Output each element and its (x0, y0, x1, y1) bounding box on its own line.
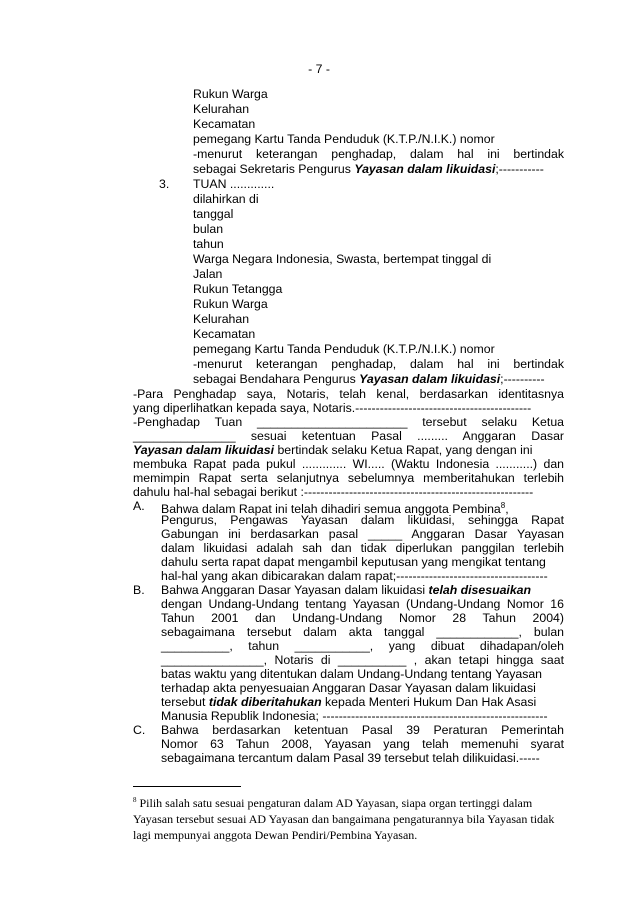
body-line: -Penghadap Tuan ______________________ tersebut selaku Ketua (133, 415, 564, 429)
field-label-rw: Rukun Warga (193, 87, 268, 101)
body-line: Yayasan dalam likuidasi bertindak selaku Ketua Rapat, yang dengan ini (133, 443, 533, 457)
body-line: memimpin Rapat serta selanjutnya sebelumnya memberitahukan terlebih (133, 471, 564, 485)
field-label-ktp: pemegang Kartu Tanda Penduduk (K.T.P./N.I.K.) nomor (193, 132, 495, 146)
footnote-mark: 8 (133, 796, 137, 804)
page-number: - 7 - (308, 62, 330, 76)
item-b-line: tersebut tidak diberitahukan kepada Menteri Hukum Dan Hak Asasi (161, 695, 537, 709)
capacity-line: -menurut keterangan penghadap, dalam hal ini bertindak (193, 147, 564, 161)
field-label: Warga Negara Indonesia, Swasta, bertempat tinggal di (193, 252, 492, 266)
item-label-c: C. (133, 723, 146, 737)
field-label: Kelurahan (193, 312, 250, 326)
party-number: 3. (159, 177, 170, 191)
capacity-line: -menurut keterangan penghadap, dalam hal ini bertindak (193, 357, 564, 371)
item-c-line: Bahwa berdasarkan ketentuan Pasal 39 Peraturan Pemerintah (161, 723, 564, 737)
item-b-line: terhadap akta penyesuaian Anggaran Dasar Yayasan dalam likuidasi (161, 681, 536, 695)
item-b-line: _______________, Notaris di __________ , akan tetapi hingga saat (161, 653, 564, 667)
body-line: yang diperlihatkan kepada saya, Notaris.------------------------------------------- (133, 401, 532, 415)
field-label: bulan (193, 222, 224, 236)
body-line: dahulu hal-hal sebagai berikut :-------------------------------------------------------- (133, 485, 534, 499)
item-a-line: Pengurus, Pengawas Yayasan dalam likuidasi, sehingga Rapat (161, 513, 564, 527)
field-label-kelurahan: Kelurahan (193, 102, 250, 116)
item-a-line: dalam likuidasi adalah sah dan tidak diperlukan panggilan terlebih (161, 541, 564, 555)
item-b-line: Tahun 2001 dan Undang-Undang Nomor 28 Tahun 2004) (161, 611, 564, 625)
item-b-line: sebagaimana tersebut dalam akta tanggal ____________, bulan (161, 625, 564, 639)
footnote: $^8$ Pilih salah satu sesuai pengaturan dalam AD Yayasan, siapa organ tertinggi dalam Yayasan tersebut sesuai AD Yayasan dan bangaimana pengaturannya bila Yayasan tidak lagi mempunyai anggota Dewan Pendiri/Pembina Yayasan. (133, 796, 555, 842)
role-secretary: sebagai Sekretaris Pengurus Yayasan dalam likuidasi;----------- (193, 162, 544, 176)
field-label: dilahirkan di (193, 192, 259, 206)
item-label-b: B. (133, 583, 145, 597)
footnote-ref[interactable]: 8 (500, 501, 506, 510)
item-c-line: sebagaimana tercantum dalam Pasal 39 tersebut telah dilikuidasi.----- (161, 751, 540, 765)
item-b-line: batas waktu yang ditentukan dalam Undang-Undang tentang Yayasan (161, 667, 543, 681)
role-treasurer: sebagai Bendahara Pengurus Yayasan dalam likuidasi;---------- (193, 372, 545, 386)
field-label: tahun (193, 237, 224, 251)
item-b-line: Manusia Republik Indonesia; ------------------------------------------------------- (161, 709, 548, 723)
body-line: _______________ sesuai ketentuan Pasal ......... Anggaran Dasar (133, 429, 564, 443)
field-label: Rukun Warga (193, 297, 268, 311)
item-a-line: hal-hal yang akan dibicarakan dalam rapat;------------------------------------- (161, 569, 548, 583)
footnote-separator (133, 786, 241, 787)
field-label: pemegang Kartu Tanda Penduduk (K.T.P./N.I.K.) nomor (193, 342, 495, 356)
field-label: Kecamatan (193, 327, 256, 341)
body-line: membuka Rapat pada pukul ............. WI..... (Waktu Indonesia ...........) dan (133, 457, 564, 471)
item-b-first: Bahwa Anggaran Dasar Yayasan dalam likuidasi telah disesuaikan (161, 583, 532, 597)
item-a-first: Bahwa dalam Rapat ini telah dihadiri semua anggota Pembina$^8$, (161, 501, 509, 517)
item-c-line: Nomor 63 Tahun 2008, Yayasan yang telah memenuhi syarat (161, 737, 564, 751)
item-b-line: dengan Undang-Undang tentang Yayasan (Undang-Undang Nomor 16 (161, 597, 564, 611)
field-label: Rukun Tetangga (193, 282, 283, 296)
item-b-line: __________, tahun ___________, yang dibuat dihadapan/oleh (161, 639, 564, 653)
item-a-line: Gabungan ini berdasarkan pasal _____ Anggaran Dasar Yayasan (161, 527, 564, 541)
party3-name: TUAN ............. (193, 177, 275, 191)
item-label-a: A. (133, 499, 145, 513)
field-label: tanggal (193, 207, 234, 221)
field-label: Jalan (193, 267, 223, 281)
body-line: -Para Penghadap saya, Notaris, telah kenal, berdasarkan identitasnya (133, 387, 564, 401)
field-label-kecamatan: Kecamatan (193, 117, 256, 131)
item-a-line: dahulu serta rapat dapat mengambil keputusan yang mengikat tentang (161, 555, 546, 569)
